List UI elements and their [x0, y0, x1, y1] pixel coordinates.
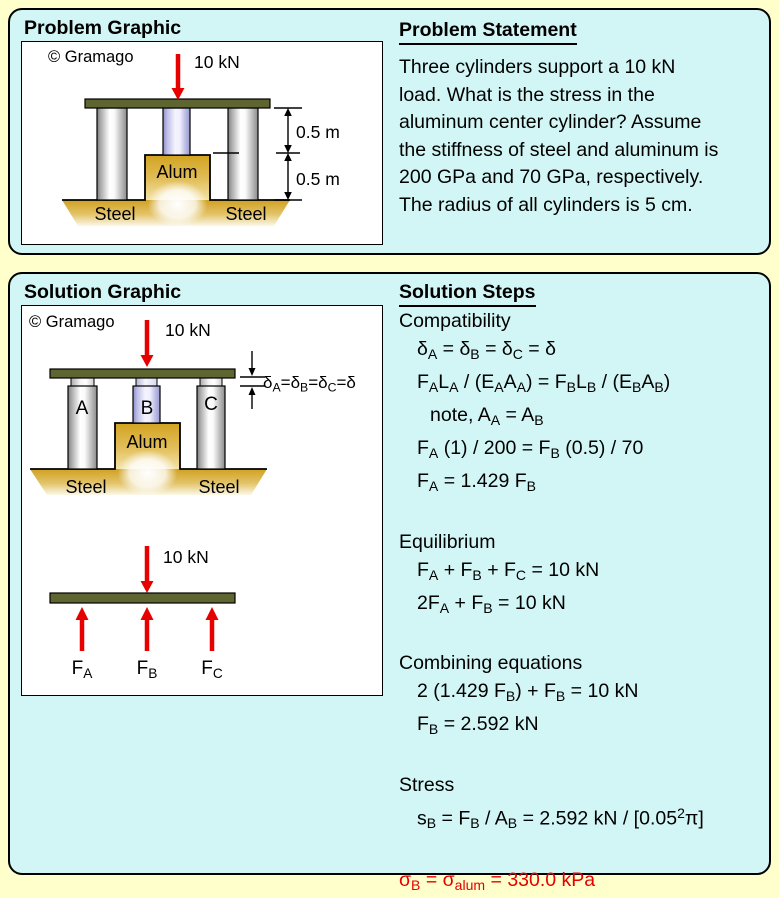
solution-panel	[8, 272, 771, 893]
solution-steps-section	[399, 281, 771, 898]
statement-line: 200 GPa and 70 GPa, respectively.	[399, 166, 704, 188]
cylinder-b-label: B	[140, 398, 154, 419]
aluminum-cylinder	[163, 108, 190, 155]
load-arrow	[141, 320, 154, 367]
displacement-marks	[240, 351, 265, 409]
step-line: $F_A = 1.429$ $F_B$	[417, 469, 536, 494]
top-plate	[50, 369, 235, 378]
steel-left-label: Steel	[94, 204, 136, 224]
statement-line: load. What is the stress in the	[399, 83, 655, 106]
fbd-bar	[50, 593, 235, 603]
load-label: 10 kN	[194, 52, 240, 72]
delta-compatibility-note: $\delta_A=\delta_B=\delta_C=\delta$	[263, 373, 356, 395]
solution-steps-list	[399, 307, 771, 838]
problem-diagram	[22, 42, 382, 244]
step-line: $2F_A + F_B = 10$ kN	[417, 591, 566, 616]
solution-step-section	[399, 307, 771, 500]
steel-cylinder-left	[97, 108, 127, 200]
steel-cylinder-right	[228, 108, 258, 200]
fbd-load-label: 10 kN	[163, 547, 209, 567]
load-label: 10 kN	[165, 320, 211, 340]
step-heading: Equilibrium	[399, 530, 496, 553]
statement-line: the stiffness of steel and aluminum is	[399, 138, 719, 161]
solution-diagram	[22, 306, 382, 695]
problem-graphic-title: Problem Graphic	[24, 17, 182, 39]
solution-graphic-box	[21, 305, 383, 696]
dim-bottom-label: 0.5 m	[296, 169, 340, 189]
fbd-load-arrow	[141, 546, 154, 593]
solution-step-section	[399, 771, 771, 837]
step-line: 2 (1.429 $F_B) + F_B = 10$ kN	[417, 680, 639, 705]
statement-line: The radius of all cylinders is 5 cm.	[399, 193, 693, 216]
steel-right-label: Steel	[198, 477, 240, 497]
alum-label: Alum	[126, 432, 168, 452]
problem-statement-text	[399, 54, 765, 219]
dim-top-label: 0.5 m	[296, 122, 340, 142]
step-line: $F_A$ $(1) / 200 = F_B$ (0.5) / 70	[417, 436, 644, 461]
step-line: $F_B = 2.592$ kN	[417, 713, 539, 738]
solution-step-section	[399, 649, 771, 743]
steel-right-label: Steel	[225, 204, 267, 224]
step-heading: Combining equations	[399, 652, 583, 675]
step-line: $s_B = F_B / A_B = 2.592$ kN / [0.05$^2$π]	[417, 805, 704, 832]
cylinder-a-label: A	[75, 398, 89, 419]
force-b-label: $F_B$	[136, 658, 158, 681]
steel-cylinder-a	[68, 378, 97, 469]
step-line: $F_AL_A / (E_AA_A) = F_BL_B / (E_BA_B)$	[417, 370, 671, 395]
force-a-label: $F_A$	[71, 658, 93, 681]
result-line: $\sigma_B = \sigma_{alum} = 330.0$ kPa	[399, 868, 596, 893]
load-arrow	[172, 54, 185, 100]
alum-label: Alum	[156, 162, 198, 182]
top-plate	[85, 99, 270, 108]
step-line: $F_A + F_B + F_C = 10$ kN	[417, 558, 600, 583]
watermark: © Gramago	[48, 48, 134, 66]
problem-graphic-box	[21, 41, 383, 245]
solution-step-section	[399, 528, 771, 622]
step-line: $\delta_A = \delta_B = \delta_C = \delta$	[417, 338, 556, 362]
step-heading: Compatibility	[399, 310, 511, 332]
step-line: note, $A_A = A_B$	[430, 403, 544, 428]
step-heading: Stress	[399, 774, 455, 797]
problem-statement-title: Problem Statement	[399, 19, 765, 45]
solution-graphic-title: Solution Graphic	[24, 281, 182, 303]
watermark: © Gramago	[29, 313, 115, 331]
statement-line: aluminum center cylinder? Assume	[399, 111, 702, 133]
problem-panel	[8, 8, 771, 255]
force-c-label: $F_C$	[201, 658, 223, 681]
cylinder-c-label: C	[204, 394, 218, 415]
statement-line: Three cylinders support a 10 kN	[399, 56, 676, 78]
fbd-reaction-arrows	[76, 607, 219, 651]
problem-statement-section	[399, 19, 765, 219]
steel-left-label: Steel	[65, 477, 107, 497]
steel-cylinder-c	[197, 378, 225, 469]
solution-steps-title: Solution Steps	[399, 281, 771, 307]
